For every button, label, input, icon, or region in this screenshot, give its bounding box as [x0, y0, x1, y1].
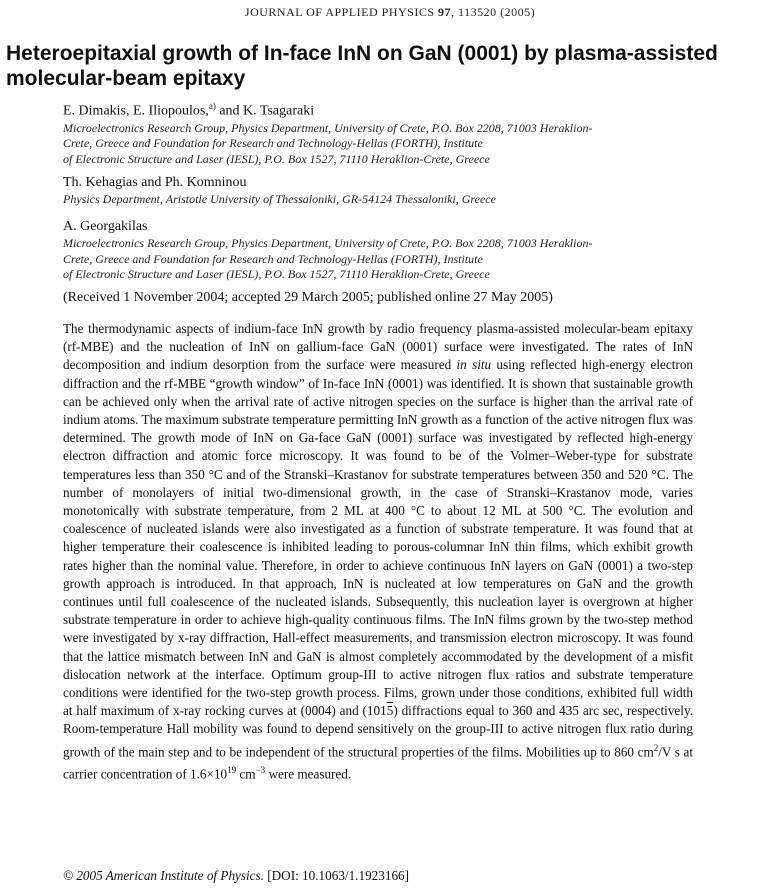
affiliation: Crete, Greece and Foundation for Research and Technology-Hellas (FORTH), Institute [63, 251, 483, 266]
affiliation: Physics Department, Aristotle University of Thessaloniki, GR-54124 Thessaloniki, Greece [63, 192, 496, 206]
affiliation: of Electronic Structure and Laser (IESL), P.O. Box 1527, 71110 Heraklion-Crete, Greece [63, 267, 490, 281]
paper-title: Heteroepitaxial growth of In-face InN on GaN (0001) by plasma-assisted molecular-beam epitaxy [6, 42, 718, 90]
journal-article: 113520 (2005) [458, 5, 536, 19]
affiliation: Microelectronics Research Group, Physics Department, University of Crete, P.O. Box 2208, 71003 Heraklion- [63, 236, 593, 250]
author-names: A. Georgakilas [63, 219, 148, 234]
overlined-index: 5 [386, 703, 394, 719]
author-group-1: E. Dimakis, E. Iliopoulos,$^{a)}$ and K. Tsagaraki Microelectronics Research Group, Physics Department, University of Crete, P.O. Box 2208, 71003 Heraklion- Crete, Greece and Foundation for Research and Technology-Hellas (FORTH), Institute of Electronic Structure and Laser (IESL), P.O. Box 1527, 71110 Heraklion-Crete, Greece [63, 97, 763, 167]
author-group-3 [63, 218, 763, 283]
author-names: Th. Kehagias and Ph. Komninou [63, 175, 247, 190]
author-group-2 [63, 174, 763, 208]
affiliation: Crete, Greece and Foundation for Research and Technology-Hellas (FORTH), Institute [63, 136, 483, 151]
abstract: The thermodynamic aspects of indium-face InN growth by radio frequency plasma-assisted molecular-beam epitaxy (rf-MBE) and the nucleation of InN on gallium-face GaN (0001) surface were investigated. The rates of InN decomposition and indium desorption from the surface were measured in situ using reflected high-energy electron diffraction and the rf-MBE “growth window” of In-face InN (0001) was identified. It is shown that sustainable growth can be achieved only when the arrival rate of active nitrogen species on the surface is higher than the arrival rate of indium atoms. The maximum substrate temperature permitting InN growth as a function of the active nitrogen flux was determined. The growth mode of InN on Ga-face GaN (0001) surface was investigated by reflected high-energy electron diffraction and atomic force microscopy. It was found to be of the Volmer–Weber-type for substrate temperatures less than 350 °C and of the Stranski–Krastanov for substrate temperatures between 350 and 520 °C. The number of monolayers of initial two-dimensional growth, in the case of Stranski–Krastanov mode, varies monotonically with substrate temperature, from 2 ML at 400 °C to about 12 ML at 500 °C. The evolution and coalescence of nucleated islands were also investigated as a function of substrate temperature. It was found that at higher temperature their coalescence is inhibited leading to porous-columnar InN thin films, which exhibit growth rates higher than the nominal value. Therefore, in order to achieve continuous InN layers on GaN (0001) a two-step growth approach is introduced. In that approach, InN is nucleated at low temperatures on GaN and the growth continues until full coalescence of the nucleated islands. Subsequently, this nucleation layer is overgrown at higher substrate temperature in order to achieve high-quality continuous films. The InN films grown by the two-step method were investigated by x-ray diffraction, Hall-effect measurements, and transmission electron microscopy. It was found that the lattice mismatch between InN and GaN is almost completely accommodated by the development of a misfit dislocation network at the interface. Optimum group-III to active nitrogen flux ratios and substrate temperature conditions were identified for the two-step growth process. Films, grown under those conditions, exhibited full width at half maximum of x-ray rocking curves at (0004) and (1015) diffractions equal to 360 and 435 arc sec, respectively. Room-temperature Hall mobility was found to depend sensitively on the group-III to active nitrogen flux ratio during growth of the main step and to be independent of the structural properties of the films. Mobilities up to 860 $cm^2/V$ s at carrier concentration of $1.6\times 10^{19}$ $cm^{-3}$ were measured. [63, 321, 694, 782]
affiliation: Microelectronics Research Group, Physics Department, University of Crete, P.O. Box 2208, 71003 Heraklion- [63, 120, 593, 135]
doi[interactable]: [DOI: 10.1063/1.1923166] [263, 868, 410, 883]
author-names: E. Dimakis, E. Iliopoulos, [63, 103, 209, 119]
affiliation: of Electronic Structure and Laser (IESL), P.O. Box 1527, 71110 Heraklion-Crete, Greece [63, 151, 490, 166]
journal-volume: 97 [438, 5, 452, 19]
received-dates: (Received 1 November 2004; accepted 29 March 2005; published online 27 May 2005) [63, 290, 553, 305]
journal-name: JOURNAL OF APPLIED PHYSICS [244, 5, 435, 19]
copyright-line: © 2005 American Institute of Physics. [DOI: 10.1063/1.1923166] [63, 868, 410, 883]
author-footnote-mark: a) [208, 101, 216, 111]
journal-header: JOURNAL OF APPLIED PHYSICS 97, 113520 (2005) [244, 5, 536, 19]
